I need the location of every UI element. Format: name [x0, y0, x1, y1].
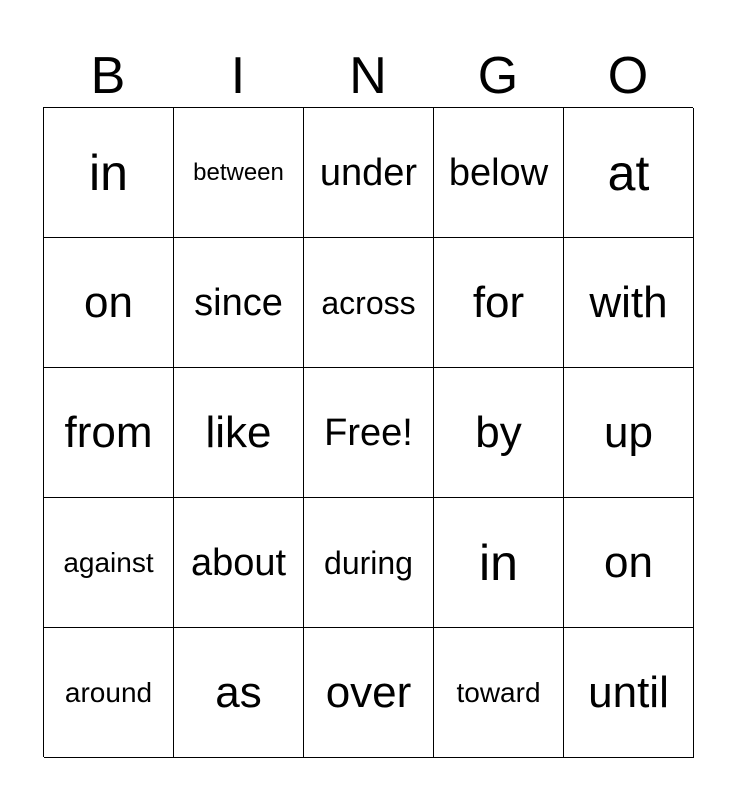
bingo-cell[interactable]: for	[434, 238, 564, 368]
bingo-header	[43, 44, 693, 108]
bingo-cell[interactable]: between	[174, 108, 304, 238]
bingo-cell[interactable]: around	[44, 628, 174, 758]
bingo-cell[interactable]: since	[174, 238, 304, 368]
bingo-cell[interactable]: by	[434, 368, 564, 498]
header-letter-o: O	[607, 47, 649, 105]
bingo-cell[interactable]: below	[434, 108, 564, 238]
bingo-cell[interactable]: toward	[434, 628, 564, 758]
bingo-cell[interactable]: under	[304, 108, 434, 238]
bingo-card-grid	[43, 107, 693, 757]
header-letter-i: I	[230, 47, 246, 105]
bingo-cell[interactable]: in	[44, 108, 174, 238]
bingo-cell[interactable]: in	[434, 498, 564, 628]
bingo-cell[interactable]: from	[44, 368, 174, 498]
bingo-cell-free[interactable]: Free!	[304, 368, 434, 498]
bingo-cell[interactable]: against	[44, 498, 174, 628]
bingo-cell[interactable]: over	[304, 628, 434, 758]
header-letter-n: N	[349, 47, 387, 105]
bingo-cell[interactable]: on	[564, 498, 694, 628]
bingo-cell[interactable]: with	[564, 238, 694, 368]
bingo-cell[interactable]: on	[44, 238, 174, 368]
bingo-cell[interactable]: about	[174, 498, 304, 628]
bingo-cell[interactable]: during	[304, 498, 434, 628]
bingo-cell[interactable]: at	[564, 108, 694, 238]
bingo-cell[interactable]: as	[174, 628, 304, 758]
bingo-cell[interactable]: until	[564, 628, 694, 758]
header-letter-b: B	[90, 47, 126, 105]
bingo-cell[interactable]: like	[174, 368, 304, 498]
bingo-cell[interactable]: up	[564, 368, 694, 498]
bingo-cell[interactable]: across	[304, 238, 434, 368]
header-letter-g: G	[477, 47, 519, 105]
